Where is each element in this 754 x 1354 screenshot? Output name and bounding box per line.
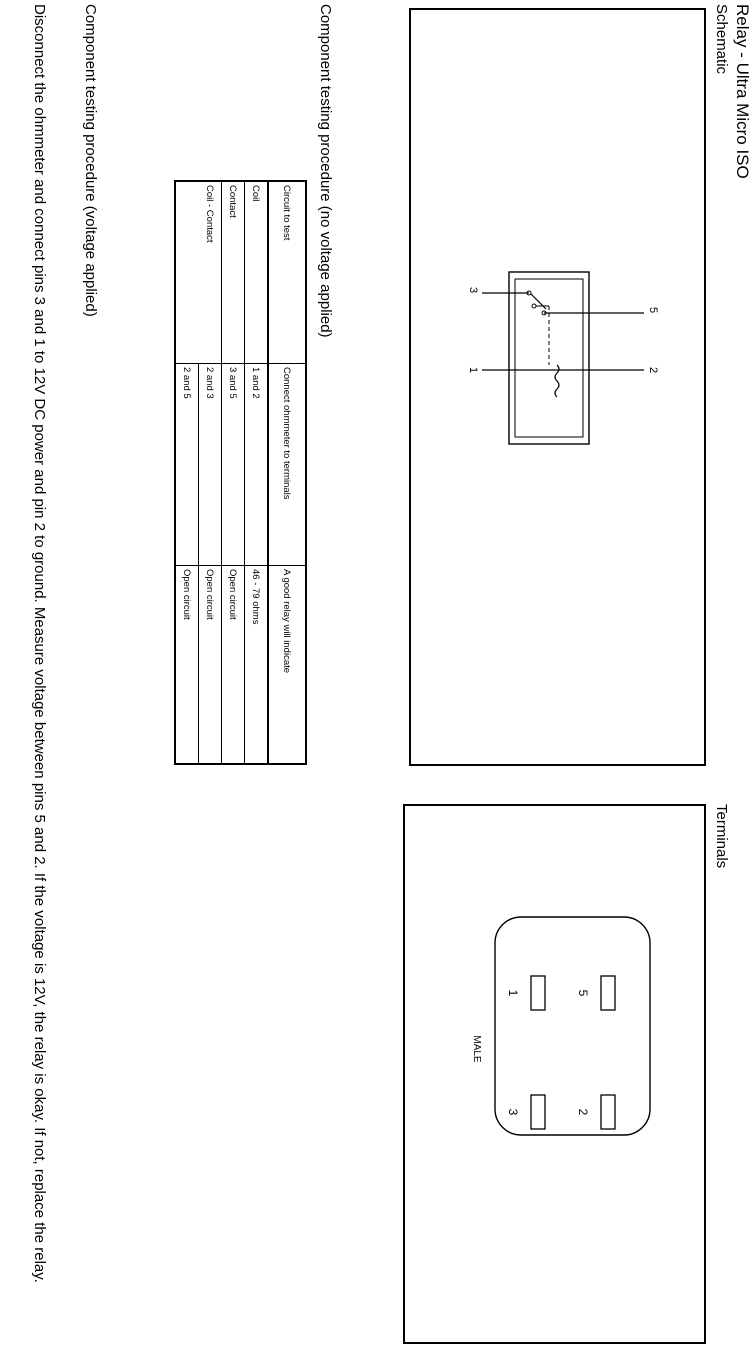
- schematic-pin-3: 3: [467, 286, 479, 294]
- schematic-pin-5: 5: [647, 306, 659, 314]
- circuit-cell: Coil: [245, 181, 269, 364]
- schematic-panel: [409, 8, 706, 766]
- header-circuit: Circuit to test: [268, 181, 306, 364]
- indication-cell: Open circuit: [175, 566, 199, 765]
- terminal-pin-3: 3: [506, 1108, 520, 1116]
- relay-terminal-diagram: [405, 806, 704, 1342]
- table-row: [199, 181, 222, 764]
- header-terminals: Connect ohmmeter to terminals: [268, 364, 306, 566]
- terminals-label: Terminals: [713, 804, 730, 869]
- table-row: [245, 181, 269, 764]
- indication-cell: Open circuit: [222, 566, 245, 765]
- table-row: [222, 181, 245, 764]
- connector-label: MALE: [471, 1035, 482, 1063]
- terminal-pin-1: 1: [506, 989, 520, 997]
- terminals-cell: 3 and 5: [222, 364, 245, 566]
- voltage-procedure-text: Disconnect the ohmmeter and connect pins 3 and 1 to 12V DC power and pin 2 to ground. Measure voltage between pins 5 and 2. If the voltage is 12V, the relay is okay. If not, replace the relay.: [31, 4, 48, 1283]
- page-title: Relay - Ultra Micro ISO: [733, 4, 752, 179]
- schematic-label: Schematic: [713, 4, 730, 75]
- terminals-cell: 2 and 3: [199, 364, 222, 566]
- table-row: [175, 181, 199, 764]
- voltage-heading: Component testing procedure (voltage applied): [82, 4, 99, 317]
- relay-schematic-diagram: [411, 10, 704, 764]
- circuit-cell: Contact: [222, 181, 245, 364]
- terminals-panel: [403, 804, 706, 1344]
- indication-cell: 46 - 79 ohms: [245, 566, 269, 765]
- no-voltage-test-table: [174, 180, 307, 765]
- no-voltage-heading: Component testing procedure (no voltage applied): [317, 4, 334, 338]
- circuit-cell: Coil - Contact: [199, 181, 222, 364]
- terminals-cell: 1 and 2: [245, 364, 269, 566]
- schematic-pin-2: 2: [647, 366, 659, 374]
- table-header-row: [268, 181, 306, 764]
- header-indication: A good relay will indicate: [268, 566, 306, 765]
- terminals-cell: 2 and 5: [175, 364, 199, 566]
- circuit-cell: [175, 181, 199, 364]
- indication-cell: Open circuit: [199, 566, 222, 765]
- schematic-pin-1: 1: [467, 366, 479, 374]
- terminal-pin-2: 2: [576, 1108, 590, 1116]
- terminal-pin-5: 5: [576, 989, 590, 997]
